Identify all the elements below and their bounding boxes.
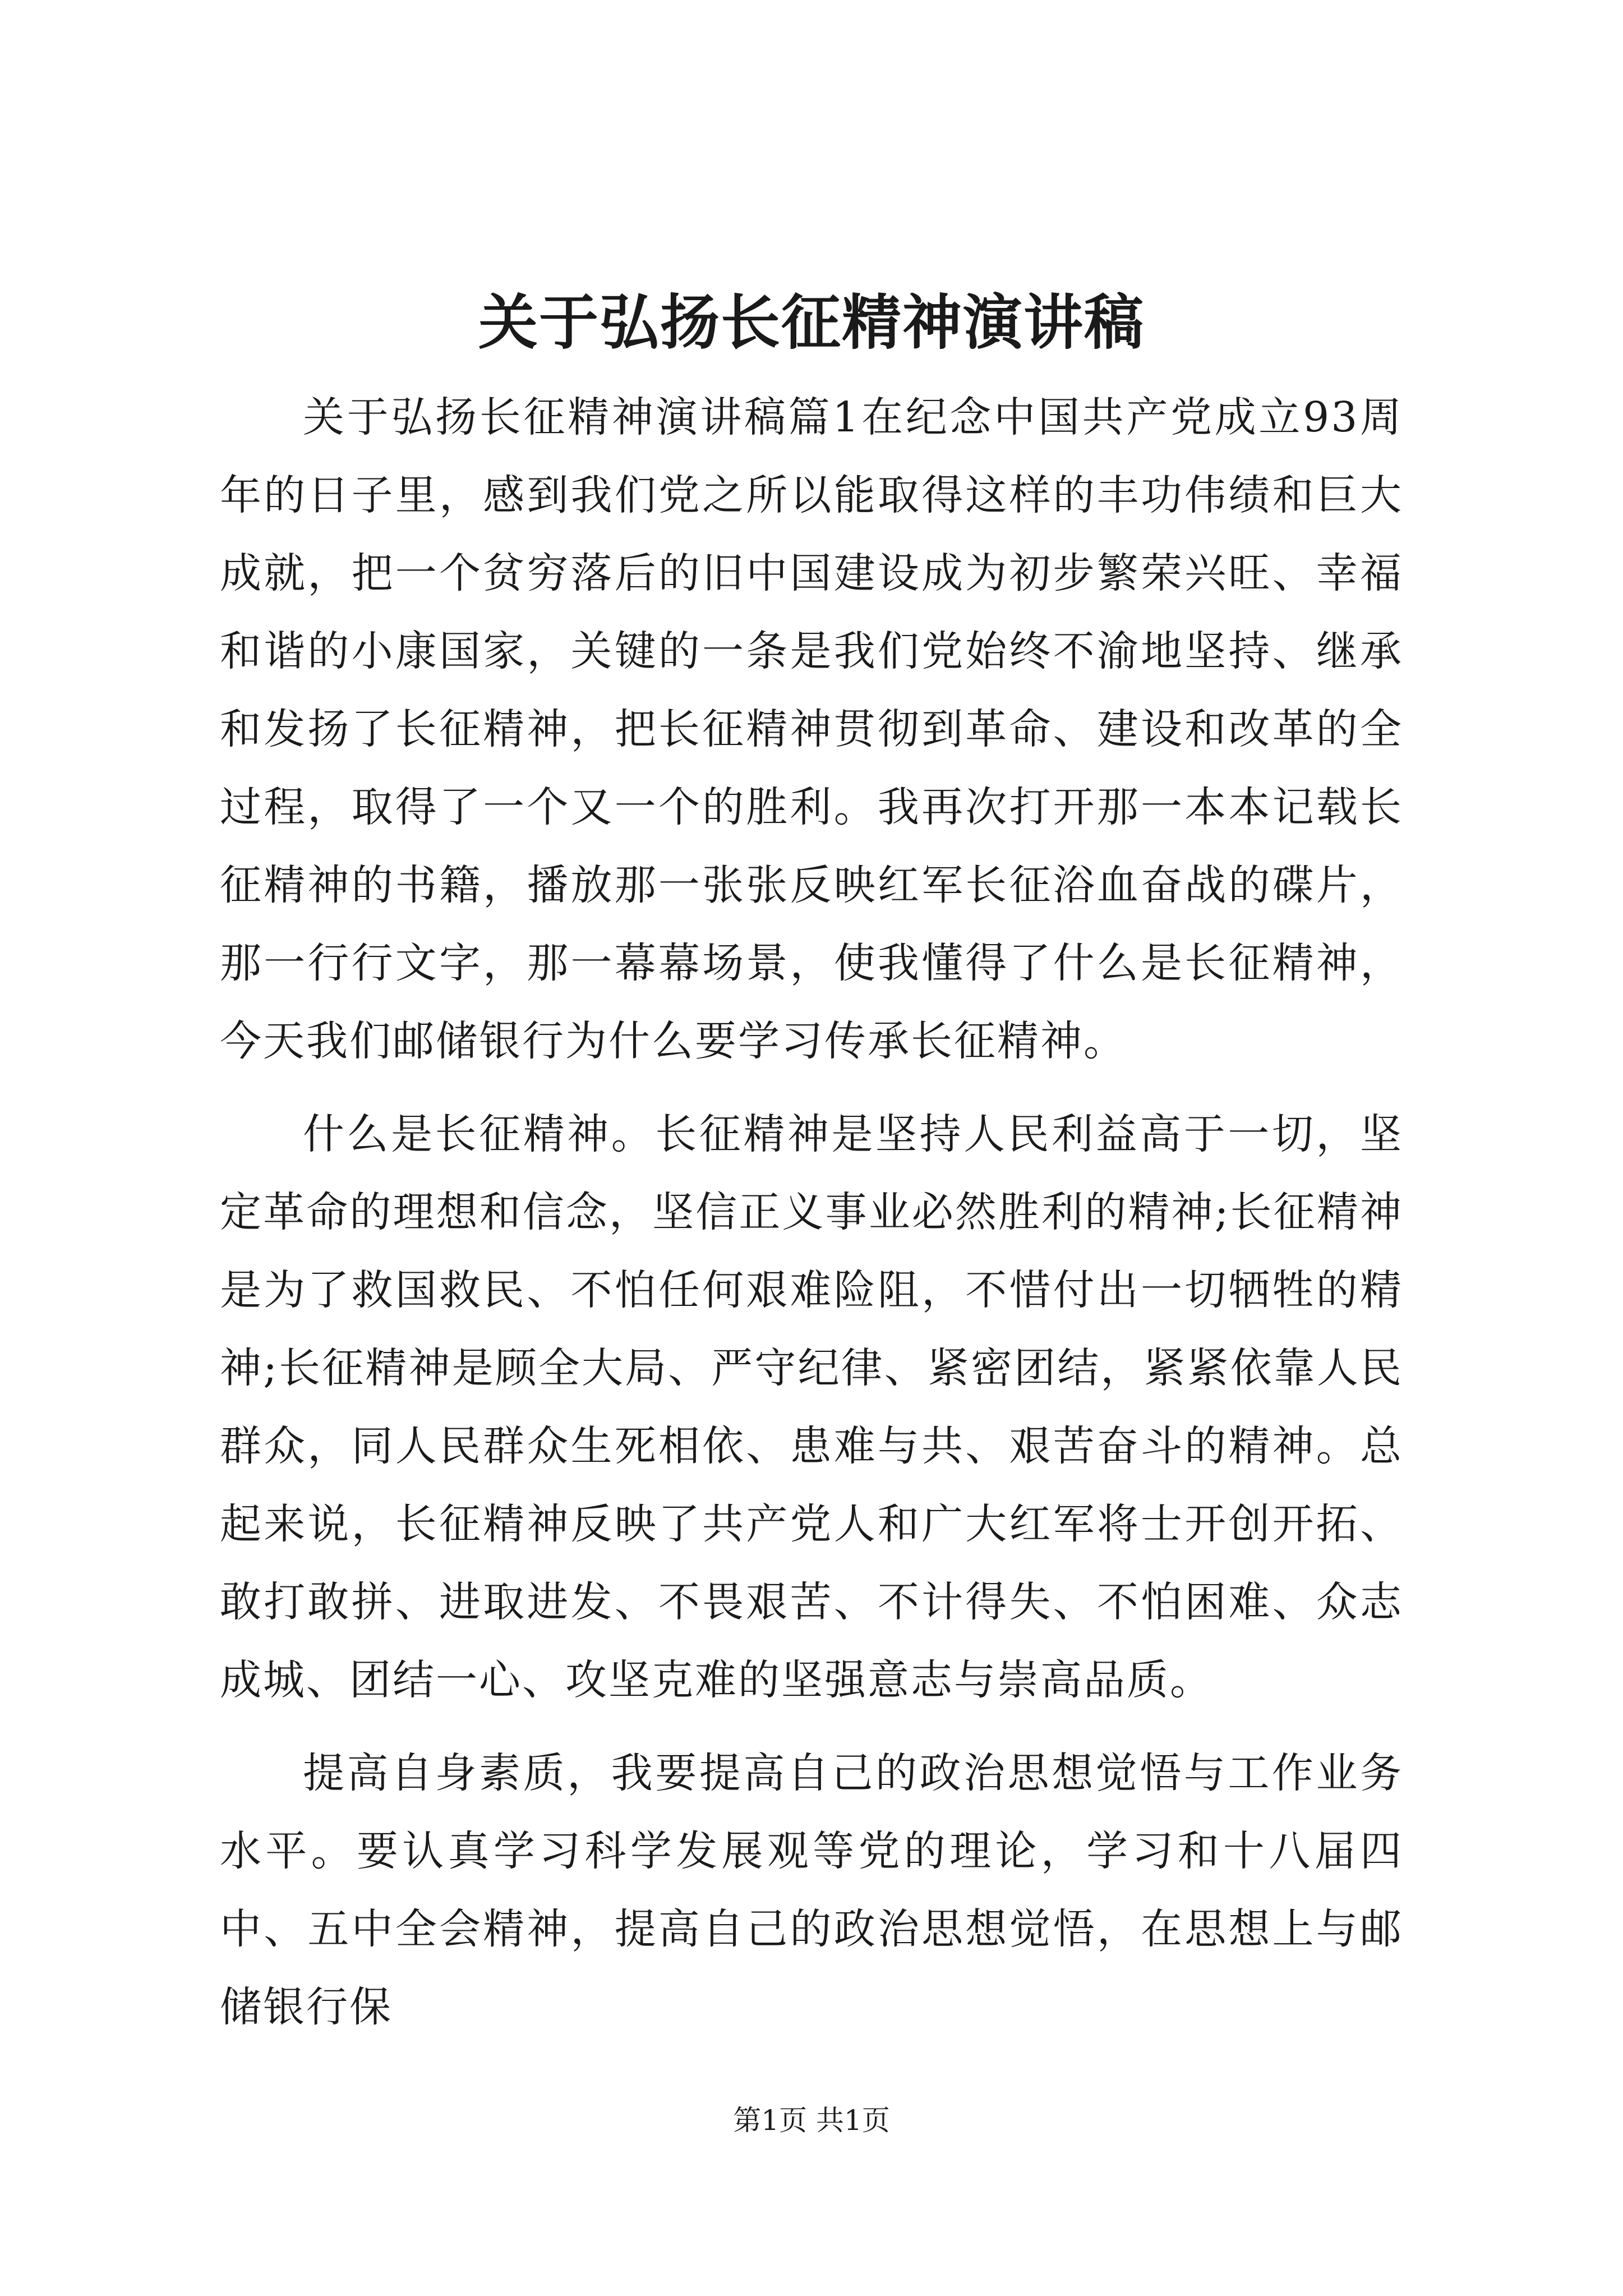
document-title: 关于弘扬长征精神演讲稿 bbox=[478, 287, 1145, 357]
page-footer: 第1页 共1页 bbox=[733, 2104, 890, 2137]
paragraph-2: 什么是长征精神。长征精神是坚持人民利益高于一切，坚定革命的理想和信念，坚信正义事业必然胜利的精神;长征精神是为了救国救民、不怕任何艰难险阻，不惜付出一切牺牲的精神;长征精神是顾全大局、严守纪律、紧密团结，紧紧依靠人民群众，同人民群众生死相依、患难与共、艰苦奋斗的精神。总起来说，长征精神反映了共产党人和广大红军将士开创开拓、敢打敢拼、进取进发、不畏艰苦、不计得失、不怕困难、众志成城、团结一心、攻坚克难的坚强意志与崇高品质。 bbox=[220, 1110, 1403, 1704]
paragraph-3: 提高自身素质，我要提高自己的政治思想觉悟与工作业务水平。要认真学习科学发展观等党的理论，学习和十八届四中、五中全会精神，提高自己的政治思想觉悟，在思想上与邮储银行保 bbox=[220, 1749, 1403, 2031]
document-body bbox=[220, 379, 1403, 2062]
paragraph-1: 关于弘扬长征精神演讲稿篇1在纪念中国共产党成立93周年的日子里，感到我们党之所以能取得这样的丰功伟绩和巨大成就，把一个贫穷落后的旧中国建设成为初步繁荣兴旺、幸福和谐的小康国家，关键的一条是我们党始终不渝地坚持、继承和发扬了长征精神，把长征精神贯彻到革命、建设和改革的全过程，取得了一个又一个的胜利。我再次打开那一本本记载长征精神的书籍，播放那一张张反映红军长征浴血奋战的碟片，那一行行文字，那一幕幕场景，使我懂得了什么是长征精神，今天我们邮储银行为什么要学习传承长征精神。 bbox=[220, 393, 1403, 1065]
